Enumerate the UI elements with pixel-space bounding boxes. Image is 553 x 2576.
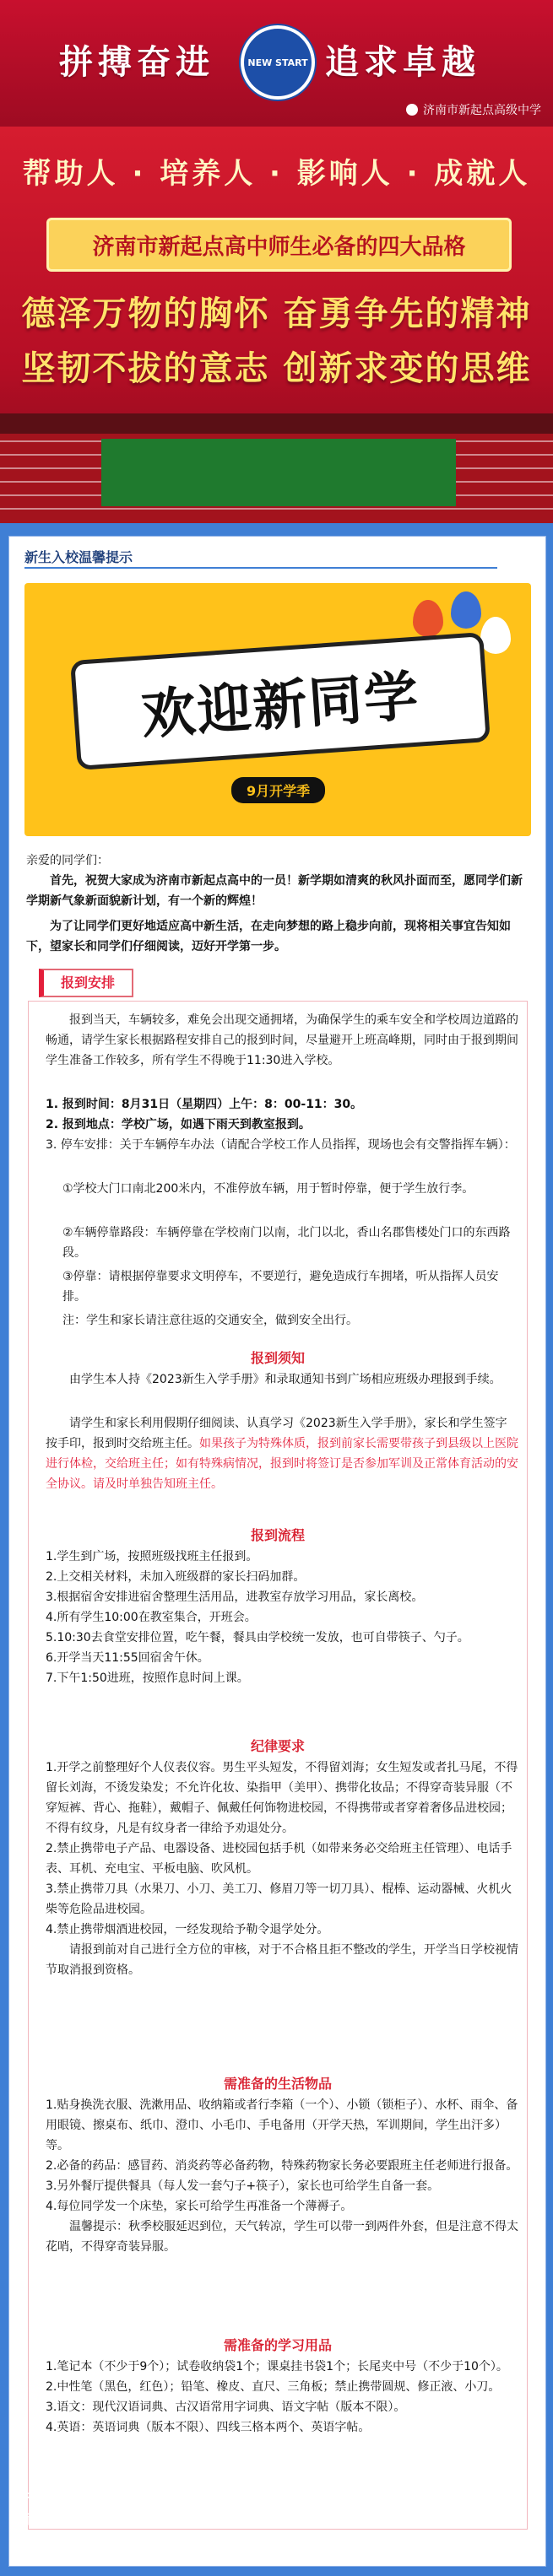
life-list — [46, 2095, 518, 2257]
stadium-track — [0, 413, 553, 523]
balloon-icon — [451, 591, 481, 629]
flow-item: 3.根据宿舍安排进宿舍整理生活用品，进教室存放学习用品，家长离校。 — [46, 1590, 424, 1604]
discipline-item: 1.开学之前整理好个人仪表仪容。男生平头短发，不得留刘海；女生短发或者扎马尾，不得留长刘海，不烫发染发；不允许化妆、染指甲（美甲）、携带化妆品；不得穿奇装异服（不穿短裤、背心、拖鞋），戴帽子、佩戴任何饰物进校园，不得携带或者穿着奢侈品进校园；不得有纹身，凡是有纹身者一律给予劝退处分。 — [46, 1761, 518, 1835]
intro-1: 首先，祝贺大家成为济南市新起点高中的一员！新学期如清爽的秋风扑面而至，愿同学们新学期新气象新面貌新计划，有一个新的辉煌！ — [26, 874, 523, 908]
slogan-left: 拼搏奋进 — [59, 42, 214, 82]
notice-p2-main: 请学生和家长利用假期仔细阅读、认真学习《2023新生入学手册》，家长和学生签字按手印，报到时交给班主任。 — [46, 1417, 507, 1450]
slogan-right: 追求卓越 — [325, 42, 480, 82]
life-heading: 需准备的生活物品 — [223, 2076, 332, 2092]
arrange-tag: 报到安排 — [39, 969, 133, 997]
arrange-sub-2: ②车辆停靠路段：车辆停靠在学校南门以南，北门以北，香山名郡售楼处门口的东西路段。 — [62, 1226, 511, 1260]
life-tip: 温馨提示：秋季校服延迟到位，天气转凉，学生可以带一到两件外套，但是注意不得太花哨，不得穿奇装异服。 — [46, 2220, 518, 2254]
content-area — [0, 523, 553, 2576]
notice-panel — [8, 536, 546, 2567]
study-item: 2.中性笔（黑色，红色）；铅笔、橡皮、直尺、三角板；禁止携带圆规、修正液、小刀。 — [46, 2380, 501, 2394]
account-name: 济南市新起点高级中学 — [423, 104, 541, 117]
football-field — [101, 439, 456, 506]
discipline-heading: 纪律要求 — [250, 1738, 305, 1754]
hero-line-4: 坚韧不拔的意志 创新求变的思维 — [21, 348, 532, 388]
footer-text: 新学期新起点，同学们，让我们用奋斗和汗水书写青春篇章，在我们相遇，以全新的精神面貌投入学习和生活中，开启高中新征程！ — [17, 2492, 512, 2527]
intro-2: 为了让同学们更好地适应高中新生活，在走向梦想的路上稳步向前，现将相关事宜告知如下，望家长和同学们仔细阅读，迈好开学第一步。 — [26, 920, 511, 953]
flow-list — [46, 1547, 518, 1688]
hero-ribbon: 济南市新起点高中师生必备的四大品格 — [46, 218, 512, 272]
content-box — [28, 1001, 528, 2530]
arrange-item-3: 3. 停车安排：关于车辆停车办法（请配合学校工作人员指挥，现场也会有交警指挥车辆）： — [46, 1138, 516, 1152]
notice-p2-red: 如果孩子为特殊体质，报到前家长需要带孩子到县级以上医院进行体检，交给班主任；如有特殊病情况，报到时将签订是否参加军训及正常体育活动的安全协议。请及时单独告知班主任。 — [46, 1437, 518, 1491]
life-item: 1.贴身换洗衣服、洗漱用品、收纳箱或者行李箱（一个）、小锁（锁柜子）、水杯、雨伞、备用眼镜、擦桌布、纸巾、澄巾、小毛巾、手电备用（开学天热，军训期间，学生出汗多）等。 — [46, 2098, 518, 2152]
flow-heading: 报到流程 — [250, 1527, 305, 1543]
arrange-sub-3: ③停靠：请根据停靠要求文明停车，不要逆行，避免造成行车拥堵，听从指挥人员安排。 — [62, 1270, 499, 1304]
study-heading: 需准备的学习用品 — [223, 2337, 332, 2353]
life-item: 2.必备的药品：感冒药、消炎药等必备药物，特殊药物家长务必要跟班主任老师进行报备。 — [46, 2159, 518, 2173]
hero-poster — [0, 127, 553, 523]
flow-item: 6.开学当天11:55回宿舍午休。 — [46, 1651, 209, 1665]
notice-p1: 由学生本人持《2023新生入学手册》和录取通知书到广场相应班级办理报到手续。 — [69, 1373, 501, 1386]
flow-item: 7.下午1:50进班，按照作息时间上课。 — [46, 1671, 249, 1685]
hero-line-3: 德泽万物的胸怀 奋勇争先的精神 — [21, 294, 532, 333]
flow-item: 4.所有学生10:00在教室集合，开班会。 — [46, 1611, 257, 1624]
flow-item: 1.学生到广场，按照班级找班主任报到。 — [46, 1550, 258, 1563]
arrange-item-2: 2. 报到地点：学校广场，如遇下雨天到教室报到。 — [46, 1118, 311, 1131]
discipline-item: 2.禁止携带电子产品、电器设备、进校园包括手机（如带来务必交给班主任管理）、电话手表、耳机、充电宝、平板电脑、吹风机。 — [46, 1842, 512, 1876]
arrange-p1: 报到当天，车辆较多，难免会出现交通拥堵，为确保学生的乘车安全和学校周边道路的畅通，请学生家长根据路程安排自己的报到时间，尽量避开上班高峰期，同时由于报到期间学生准备工作较多，所有学生不得晚于11:30进入学校。 — [46, 1013, 518, 1067]
study-item: 3.语文：现代汉语词典、古汉语常用字词典、语文字帖（版本不限）。 — [46, 2400, 406, 2414]
welcome-card — [24, 583, 531, 836]
wechat-icon — [406, 104, 418, 116]
study-item: 1.笔记本（不少于9个）；试卷收纳袋1个；课桌挂书袋1个；长尾夹中号（不少于10个）。 — [46, 2360, 508, 2373]
life-item: 3.另外餐厅提供餐具（每人发一套勺子+筷子），家长也可给学生自备一套。 — [46, 2179, 440, 2193]
flow-item: 5.10:30去食堂安排位置，吃午餐，餐具由学校统一发放，也可自带筷子、勺子。 — [46, 1631, 469, 1644]
discipline-item: 3.禁止携带刀具（水果刀、小刀、美工刀、修眉刀等一切刀具）、棍棒、运动器械、火机火柴等危险品进校园。 — [46, 1882, 512, 1916]
account-tag — [406, 101, 541, 118]
discipline-list — [46, 1758, 518, 1980]
arrange-item-1: 1. 报到时间：8月31日（星期四）上午：8：00-11：30。 — [46, 1098, 363, 1111]
study-list — [46, 2357, 518, 2438]
panel-title: 新生入校温馨提示 — [24, 547, 133, 566]
arrange-note: 注：学生和家长请注意往返的交通安全，做到安全出行。 — [62, 1314, 358, 1327]
school-emblem: NEW START — [241, 25, 315, 100]
flow-item: 2.上交相关材料，未加入班级群的家长扫码加群。 — [46, 1570, 306, 1584]
welcome-sub: 9月开学季 — [231, 777, 325, 803]
arrange-sub-1: ①学校大门口南北200米内，不准停放车辆，用于暂时停靠，便于学生放行李。 — [62, 1182, 474, 1196]
discipline-item: 4.禁止携带烟酒进校园，一经发现给予勒令退学处分。 — [46, 1923, 329, 1936]
greeting: 亲爱的同学们： — [26, 854, 109, 867]
study-item: 4.英语：英语词典（版本不限）、四线三格本两个、英语字帖。 — [46, 2421, 371, 2434]
life-item: 4.每位同学发一个床垫，家长可给学生再准备一个薄褥子。 — [46, 2200, 353, 2213]
notice-heading: 报到须知 — [250, 1350, 305, 1366]
balloon-icon — [413, 600, 443, 637]
hero-line-1: 帮助人 · 培养人 · 影响人 · 成就人 — [22, 157, 531, 191]
discipline-note: 请报到前对自己进行全方位的审核，对于不合格且拒不整改的学生，开学当日学校视情节取消报到资格。 — [46, 1943, 518, 1977]
notice-p2 — [46, 1413, 518, 1494]
balloon-icon — [480, 617, 511, 654]
top-banner — [0, 0, 553, 127]
welcome-word: 欢迎新同学 — [70, 632, 491, 770]
